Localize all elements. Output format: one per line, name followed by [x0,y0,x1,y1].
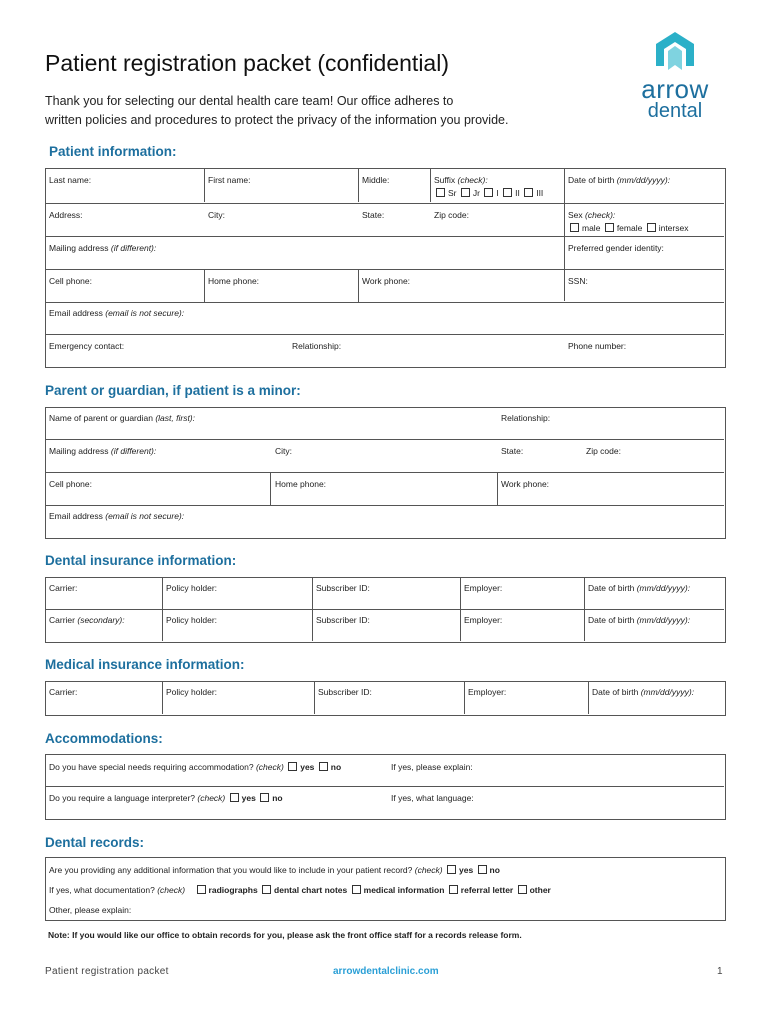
no-label: no [330,762,342,772]
language-field[interactable]: If yes, what language: [391,793,474,803]
divider [45,334,724,335]
ssn-field[interactable]: SSN: [568,276,588,286]
suffix-option-label: Sr [448,188,457,198]
additional-info-text: Are you providing any additional information that you would like to include in your patient record? [49,865,413,875]
sex-checkbox-male[interactable] [570,223,579,232]
check-hint: (check) [414,865,443,875]
first-name-field[interactable]: First name: [208,175,251,185]
radiographs-checkbox[interactable] [197,885,206,894]
state-field[interactable]: State: [362,210,385,220]
dental-policy-holder-field[interactable]: Policy holder: [166,583,218,593]
dental-policy-holder-2-field[interactable]: Policy holder: [166,615,218,625]
divider [497,472,498,505]
email-label: Email address [49,308,103,318]
divider [45,203,724,204]
carrier-label: Carrier [49,615,75,625]
suffix-checkbox-i[interactable] [484,188,493,197]
guardian-work-field[interactable]: Work phone: [501,479,550,489]
special-needs-yes-checkbox[interactable] [288,762,297,771]
dob-label: Date of birth [588,615,635,625]
dob-label: Date of birth [568,175,615,185]
guardian-name-label: Name of parent or guardian [49,413,153,423]
sex-checkbox-female[interactable] [605,223,614,232]
suffix-checkbox-jr[interactable] [461,188,470,197]
zip-field[interactable]: Zip code: [434,210,469,220]
suffix-field [434,175,488,185]
check-hint: (check): [585,210,616,220]
check-hint: (check) [157,885,186,895]
guardian-zip-field[interactable]: Zip code: [586,446,621,456]
interpreter-question [49,793,283,803]
no-label: no [489,865,500,875]
intro-line-2: written policies and procedures to protect the privacy of the information you provide. [45,113,509,127]
divider [314,681,315,714]
page-number: 1 [717,966,723,977]
intro-line-1: Thank you for selecting our dental health care team! Our office adheres to [45,94,454,108]
special-needs-explain-field[interactable]: If yes, please explain: [391,762,473,772]
footer-website-link[interactable]: arrowdentalclinic.com [333,966,439,977]
dental-employer-2-field[interactable]: Employer: [464,615,503,625]
section-heading-medical-insurance: Medical insurance information: [45,657,245,672]
divider [45,505,724,506]
medical-carrier-field[interactable]: Carrier: [49,687,78,697]
yes-label: yes [241,793,256,803]
other-explain-field[interactable]: Other, please explain: [49,905,132,915]
medical-employer-field[interactable]: Employer: [468,687,507,697]
divider [588,681,589,714]
emergency-phone-field[interactable]: Phone number: [568,341,627,351]
dob-hint: (mm/dd/yyyy): [616,175,671,185]
special-needs-no-checkbox[interactable] [319,762,328,771]
arrow-dental-logo [630,30,720,125]
dob-hint: (mm/dd/yyyy): [636,583,691,593]
additional-info-no-checkbox[interactable] [478,865,487,874]
yes-label: yes [300,762,315,772]
yes-label: yes [458,865,474,875]
medical-info-checkbox[interactable] [352,885,361,894]
referral-letter-checkbox[interactable] [449,885,458,894]
suffix-options [434,188,543,198]
email-hint: (email is not secure): [105,308,185,318]
dob-hint: (mm/dd/yyyy): [636,615,691,625]
cell-phone-field[interactable]: Cell phone: [49,276,93,286]
section-heading-guardian: Parent or guardian, if patient is a minor: [45,383,301,398]
divider [584,577,585,641]
documentation-question [49,885,551,895]
divider [45,269,724,270]
guardian-email-field[interactable] [49,511,184,521]
divider [358,269,359,302]
dob-hint: (mm/dd/yyyy): [640,687,695,697]
sex-options [568,223,688,233]
mailing-address-field[interactable] [49,243,156,253]
dob-label: Date of birth [588,583,635,593]
divider [45,472,724,473]
divider [162,577,163,641]
intro-text [45,92,585,130]
divider [162,681,163,714]
mailing-label: Mailing address [49,243,109,253]
page-title: Patient registration packet (confidential) [45,50,449,76]
emergency-relationship-field[interactable]: Relationship: [292,341,342,351]
divider [204,269,205,302]
chart-notes-checkbox[interactable] [262,885,271,894]
section-heading-accommodations: Accommodations: [45,731,163,746]
emergency-contact-field[interactable]: Emergency contact: [49,341,125,351]
medical-policy-holder-field[interactable]: Policy holder: [166,687,218,697]
additional-info-question [49,865,500,875]
guardian-name-field[interactable] [49,413,195,423]
no-label: no [272,793,283,803]
interpreter-no-checkbox[interactable] [260,793,269,802]
middle-name-field[interactable]: Middle: [362,175,390,185]
doc-option-label: referral letter [460,885,514,895]
guardian-home-field[interactable]: Home phone: [275,479,327,489]
dental-dob-2-field[interactable] [588,615,690,625]
divider [204,168,205,202]
suffix-label: Suffix [434,175,456,185]
special-needs-text: Do you have special needs requiring accommodation? [49,762,254,772]
sex-option-label: male [582,223,601,233]
guardian-state-field[interactable]: State: [501,446,524,456]
doc-option-label: other [529,885,551,895]
dental-employer-field[interactable]: Employer: [464,583,503,593]
section-heading-patient: Patient information: [49,144,177,159]
home-phone-field[interactable]: Home phone: [208,276,260,286]
divider [45,609,724,610]
divider [312,577,313,641]
guardian-cell-field[interactable]: Cell phone: [49,479,93,489]
dob-field[interactable] [568,175,670,185]
records-release-note: Note: If you would like our office to obtain records for you, please ask the front office staff for a records release form. [48,930,522,940]
divider [45,236,724,237]
doc-option-label: medical information [363,885,445,895]
check-hint: (check): [457,175,488,185]
suffix-checkbox-ii[interactable] [503,188,512,197]
guardian-city-field[interactable]: City: [275,446,292,456]
divider [430,168,431,202]
work-phone-field[interactable]: Work phone: [362,276,411,286]
guardian-name-hint: (last, first): [155,413,195,423]
divider [45,439,724,440]
divider [45,786,724,787]
divider [358,168,359,202]
logo-mark-icon [630,30,720,74]
doc-option-label: dental chart notes [274,885,348,895]
doc-option-label: radiographs [208,885,258,895]
dental-carrier-field[interactable]: Carrier: [49,583,78,593]
medical-subscriber-field[interactable]: Subscriber ID: [318,687,372,697]
documentation-text: If yes, what documentation? [49,885,155,895]
divider [270,472,271,505]
medical-dob-field[interactable] [592,687,694,697]
if-different-hint: (if different): [110,243,157,253]
sex-field [568,210,615,220]
suffix-option-label: II [515,188,520,198]
interpreter-yes-checkbox[interactable] [230,793,239,802]
email-hint: (email is not secure): [105,511,185,521]
mailing-label: Mailing address [49,446,109,456]
patient-form [45,168,726,368]
suffix-checkbox-iii[interactable] [524,188,533,197]
guardian-mailing-field[interactable] [49,446,156,456]
email-label: Email address [49,511,103,521]
email-field[interactable] [49,308,184,318]
logo-word-arrow: arrow [641,74,709,104]
additional-info-yes-checkbox[interactable] [447,865,456,874]
suffix-checkbox-sr[interactable] [436,188,445,197]
section-heading-dental-insurance: Dental insurance information: [45,553,237,568]
if-different-hint: (if different): [110,446,157,456]
divider [460,577,461,641]
dental-carrier-secondary-field[interactable] [49,615,125,625]
footer-title: Patient registration packet [45,966,169,977]
section-heading-dental-records: Dental records: [45,835,145,850]
interpreter-text: Do you require a language interpreter? [49,793,196,803]
sex-label: Sex [568,210,583,220]
suffix-option-label: I [496,188,499,198]
secondary-hint: (secondary): [77,615,125,625]
special-needs-question [49,762,341,772]
check-hint: (check) [197,793,226,803]
divider [45,302,724,303]
dental-dob-field[interactable] [588,583,690,593]
guardian-relationship-field[interactable]: Relationship: [501,413,551,423]
sex-option-label: female [616,223,643,233]
sex-option-label: intersex [658,223,689,233]
city-field[interactable]: City: [208,210,225,220]
check-hint: (check) [255,762,284,772]
suffix-option-label: III [536,188,544,198]
other-checkbox[interactable] [518,885,527,894]
divider [464,681,465,714]
divider [564,168,565,301]
address-field[interactable]: Address: [49,210,83,220]
dob-label: Date of birth [592,687,639,697]
suffix-option-label: Jr [472,188,480,198]
last-name-field[interactable]: Last name: [49,175,92,185]
gender-identity-field[interactable]: Preferred gender identity: [568,243,664,253]
logo-word-dental: dental [647,100,703,122]
dental-subscriber-2-field[interactable]: Subscriber ID: [316,615,370,625]
dental-subscriber-field[interactable]: Subscriber ID: [316,583,370,593]
sex-checkbox-intersex[interactable] [647,223,656,232]
